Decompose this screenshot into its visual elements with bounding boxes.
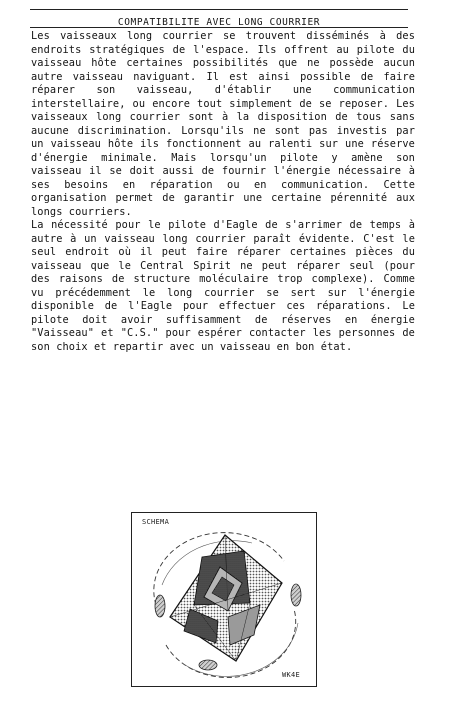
schema-label: SCHEMA (142, 518, 170, 526)
body-text (31, 30, 415, 354)
paragraph-eagle-docking: La nécessité pour le pilote d'Eagle de s'arrimer de temps à autre à un vaisseau long courrier paraît évidente. C'est le seul endroit où il peut faire réparer certaines pièces du vaisseau que le Central Spirit ne peut réparer seul (pour des raisons de structure moléculaire trop complexe). Comme vu précédemment le long courrier se sert sur l'énergie disponible de l'Eagle pour effectuer ces réparations. Le pilote doit avoir suffisamment de réserves en énergie "Vaisseau" et "C.S." pour espérer contacter les personnes de son choix et repartir avec un vaisseau en bon état. (31, 219, 415, 353)
figure-code-label: WK4E (282, 671, 301, 679)
section-title: COMPATIBILITE AVEC LONG COURRIER (117, 17, 321, 28)
section-header (30, 9, 408, 28)
paragraph-long-courrier-intro: Les vaisseaux long courrier se trouvent disséminés à des endroits stratégiques de l'espace. Ils offrent au pilote du vaisseau hôte certaines possibilités que ne possède aucun autre vaisseau naviguant. Il est ainsi possible de faire réparer son vaisseau, d'établir une communication interstellaire, ou encore tout simplement de se reposer. Les vaisseaux long courrier sont à la disposition de tous sans aucune discrimination. Lorsqu'ils ne sont pas investis par un vaisseau hôte ils fonctionnent au ralenti sur une réserve d'énergie minimale. Mais lorsqu'un pilote y amène son vaisseau il se doit aussi de fournir l'énergie nécessaire à ses besoins en réparation ou en communication. Cette organisation permet de garantir une certaine pérennité aux longs courriers. (31, 30, 415, 218)
long-courrier-schema-figure (131, 512, 317, 687)
long-courrier-ship-illustration (132, 513, 315, 685)
